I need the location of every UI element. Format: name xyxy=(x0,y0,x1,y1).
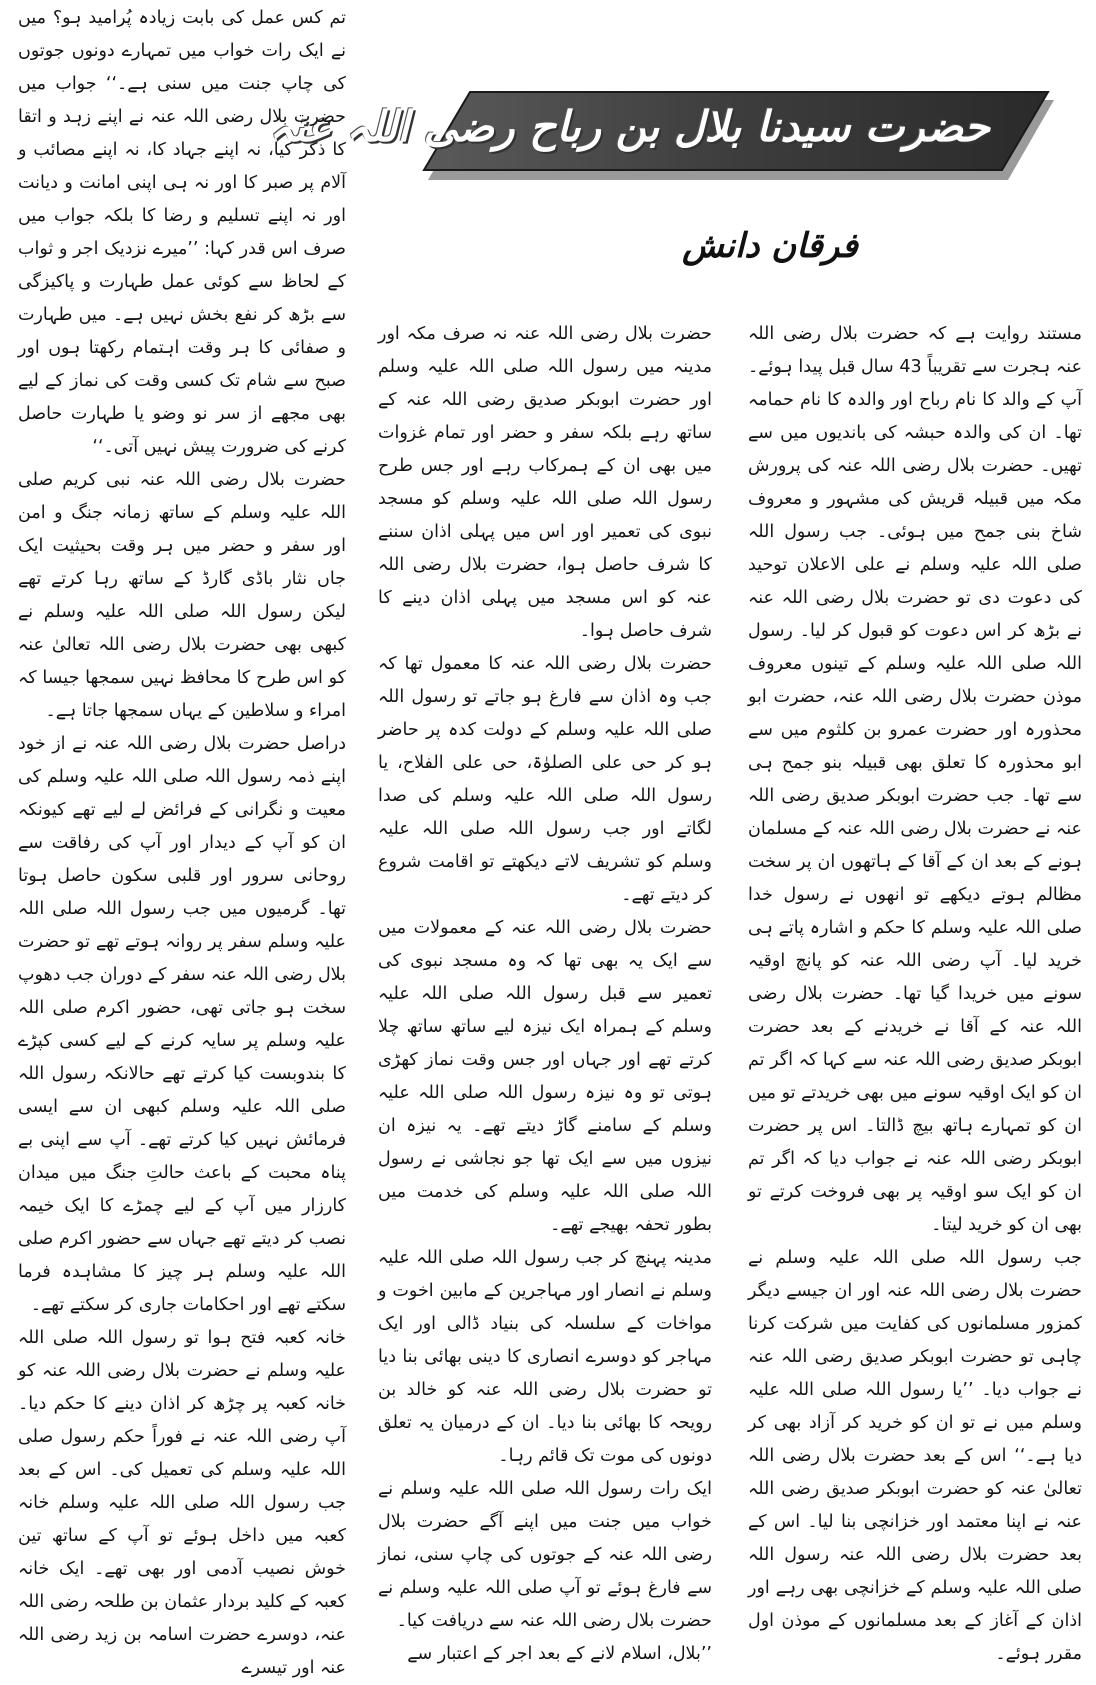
paragraph: حضرت بلال رضی اللہ عنہ نبی کریم صلی اللہ علیہ وسلم کے ساتھ زمانہ جنگ و امن اور سفر و حضر میں ہر وقت بحیثیت ایک جاں نثار باڈی گارڈ کے ساتھ رہا کرتے تھے لیکن رسول اللہ صلی اللہ علیہ وسلم نے کبھی بھی حضرت بلال رضی اللہ تعالیٰ عنہ کو اس طرح کا محافظ نہیں سمجھا جیسا کہ امراء و سلاطین کے یہاں سمجھا جاتا ہے۔ xyxy=(18,470,346,721)
paragraph: حضرت بلال رضی اللہ عنہ کا معمول تھا کہ جب وہ اذان سے فارغ ہو جاتے تو رسول اللہ صلی اللہ علیہ وسلم کے دولت کدہ پر حاضر ہو کر حی علی الصلوٰۃ، حی علی الفلاح، یا رسول اللہ صلی اللہ علیہ وسلم کی صدا لگاتے اور جب رسول اللہ صلی اللہ علیہ وسلم کو تشریف لاتے دیکھتے تو اقامت شروع کر دیتے تھے۔ xyxy=(378,654,712,905)
paragraph: خانہ کعبہ فتح ہوا تو رسول اللہ صلی اللہ علیہ وسلم نے حضرت بلال رضی اللہ عنہ کو خانہ کعبہ پر چڑھ کر اذان دینے کا حکم دیا۔ آپ رضی اللہ عنہ نے فوراً حکم رسول صلی اللہ علیہ وسلم کی تعمیل کی۔ اس کے بعد جب رسول اللہ صلی اللہ علیہ وسلم خانہ کعبہ میں داخل ہوئے تو آپ کے ساتھ تین خوش نصیب آدمی اور بھی تھے۔ ایک خانہ کعبہ کے کلید بردار عثمان بن طلحہ رضی اللہ عنہ، دوسرے حضرت اسامہ بن زید رضی اللہ عنہ اور تیسرے xyxy=(18,1328,346,1678)
paragraph: ایک رات رسول اللہ صلی اللہ علیہ وسلم نے خواب میں جنت میں اپنے آگے حضرت بلال رضی اللہ عنہ کے جوتوں کی چاپ سنی، نماز سے فارغ ہوئے تو آپ صلی اللہ علیہ وسلم نے حضرت بلال رضی اللہ عنہ سے دریافت کیا۔ xyxy=(378,1479,712,1631)
article-column-right xyxy=(748,318,1083,1664)
paragraph: ’’بلال، اسلام لانے کے بعد اجر کے اعتبار سے xyxy=(407,1644,712,1664)
paragraph: دراصل حضرت بلال رضی اللہ عنہ نے از خود اپنے ذمہ رسول اللہ صلی اللہ علیہ وسلم کی معیت و نگرانی کے فرائض لے لیے تھے کیونکہ ان کو آپ کے دیدار اور آپ کی رفاقت سے روحانی سرور اور قلبی سکون حاصل ہوتا تھا۔ گرمیوں میں جب رسول اللہ صلی اللہ علیہ وسلم سفر پر روانہ ہوتے تھے تو حضرت بلال رضی اللہ عنہ سفر کے دوران جب دھوپ سخت ہو جاتی تھی، حضور اکرم صلی اللہ علیہ وسلم پر سایہ کرنے کے لیے کسی کپڑے کا بندوبست کیا کرتے تھے حالانکہ رسول اللہ صلی اللہ علیہ وسلم کبھی ان سے ایسی فرمائش نہیں کیا کرتے تھے۔ آپ سے اپنی بے پناہ محبت کے باعث حالتِ جنگ میں میدان کارزار میں آپ کے لیے چمڑے کا ایک خیمہ نصب کر دیتے تھے جہاں سے حضور اکرم صلی اللہ علیہ وسلم ہر چیز کا مشاہدہ فرما سکتے تھے اور احکامات جاری کر سکتے تھے۔ xyxy=(18,734,346,1315)
paragraph: تم کس عمل کی بابت زیادہ پُرامید ہو؟ میں نے ایک رات خواب میں تمہارے دونوں جوتوں کی چاپ جنت میں سنی ہے۔‘‘ جواب میں حضرت بلال رضی اللہ عنہ نے اپنے زہد و اتقا کا ذکر کیا، نہ اپنے جہاد کا، نہ اپنے مصائب و آلام پر صبر کا اور نہ ہی اپنی امانت و دیانت اور نہ اپنے تسلیم و رضا کا بلکہ جواب میں صرف اس قدر کہا: ’’میرے نزدیک اجر و ثواب کے لحاظ سے کوئی عمل طہارت و پاکیزگی سے بڑھ کر نفع بخش نہیں ہے۔ میں طہارت و صفائی کا ہر وقت اہتمام رکھتا ہوں اور صبح سے شام تک کسی وقت کی نماز کے لیے بھی مجھے از سر نو وضو یا طہارت حاصل کرنے کی ضرورت پیش نہیں آتی۔‘‘ xyxy=(18,8,346,457)
paragraph: حضرت بلال رضی اللہ عنہ نہ صرف مکہ اور مدینہ میں رسول اللہ صلی اللہ علیہ وسلم اور حضرت ابوبکر صدیق رضی اللہ عنہ کے ساتھ رہے بلکہ سفر و حضر اور تمام غزوات میں بھی ان کے ہمرکاب رہے اور جس طرح رسول اللہ صلی اللہ علیہ وسلم کو مسجد نبوی کی تعمیر اور اس میں پہلی اذان سننے کا شرف حاصل ہوا، حضرت بلال رضی اللہ عنہ کو اس مسجد میں پہلی اذان دینے کا شرف حاصل ہوا۔ xyxy=(378,324,712,641)
paragraph: مستند روایت ہے کہ حضرت بلال رضی اللہ عنہ ہجرت سے تقریباً 43 سال قبل پیدا ہوئے۔ آپ کے والد کا نام رباح اور والدہ کا نام حمامہ تھا۔ ان کی والدہ حبشہ کی باندیوں میں سے تھیں۔ حضرت بلال رضی اللہ عنہ کی پرورش مکہ میں قبیلہ قریش کی مشہور و معروف شاخ بنی جمح میں ہوئی۔ جب رسول اللہ صلی اللہ علیہ وسلم نے علی الاعلان توحید کی دعوت دی تو حضرت بلال رضی اللہ عنہ نے بڑھ کر اس دعوت کو قبول کر لیا۔ رسول اللہ صلی اللہ علیہ وسلم کے تینوں معروف موذن حضرت بلال رضی اللہ عنہ، حضرت ابو محذورہ اور حضرت عمرو بن کلثوم میں سے ابو محذورہ کا تعلق بھی قبیلہ بنو جمح ہی سے تھا۔ جب حضرت ابوبکر صدیق رضی اللہ عنہ نے حضرت بلال رضی اللہ عنہ کے مسلمان ہونے کے بعد ان کے آقا کے ہاتھوں ان پر سخت مظالم ہوتے دیکھے تو انھوں نے رسول خدا صلی اللہ علیہ وسلم کا حکم و اشارہ پاتے ہی خرید لیا۔ آپ رضی اللہ عنہ کو پانچ اوقیہ سونے میں خریدا گیا تھا۔ حضرت بلال رضی اللہ عنہ کے آقا نے خریدنے کے بعد حضرت ابوبکر صدیق رضی اللہ عنہ سے کہا کہ اگر تم ان کو ایک اوقیہ سونے میں بھی خریدتے تو میں ان کو تمہارے ہاتھ بیچ ڈالتا۔ اس پر حضرت ابوبکر رضی اللہ عنہ نے جواب دیا کہ اگر تم ان کو ایک سو اوقیہ پر بھی فروخت کرتے تو بھی ان کو خرید لیتا۔ xyxy=(748,324,1083,1235)
article-column-middle xyxy=(378,318,712,1664)
paragraph: حضرت بلال رضی اللہ عنہ کے معمولات میں سے ایک یہ بھی تھا کہ وہ مسجد نبوی کی تعمیر سے قبل رسول اللہ صلی اللہ علیہ وسلم کے ہمراہ ایک نیزہ لیے ساتھ ساتھ چلا کرتے تھے اور جہاں اور جس وقت نماز کھڑی ہوتی تو وہ نیزہ رسول اللہ صلی اللہ علیہ وسلم کے سامنے گاڑ دیتے تھے۔ یہ نیزہ ان نیزوں میں سے ایک تھا جو نجاشی نے رسول اللہ صلی اللہ علیہ وسلم کی خدمت میں بطور تحفہ بھیجے تھے۔ xyxy=(378,918,712,1235)
paragraph: مدینہ پہنچ کر جب رسول اللہ صلی اللہ علیہ وسلم نے انصار اور مہاجرین کے مابین اخوت و مواخات کے سلسلہ کی بنیاد ڈالی اور ایک مہاجر کو دوسرے انصاری کا دینی بھائی بنا دیا تو حضرت بلال رضی اللہ عنہ کو خالد بن رویحہ کا بھائی بنا دیا۔ ان کے درمیان یہ تعلق دونوں کی موت تک قائم رہا۔ xyxy=(378,1248,712,1466)
author-byline: فرقان دانش xyxy=(682,226,858,266)
paragraph: جب رسول اللہ صلی اللہ علیہ وسلم نے حضرت بلال رضی اللہ عنہ اور ان جیسے دیگر کمزور مسلمانوں کی کفایت میں شرکت کرنا چاہی تو حضرت ابوبکر صدیق رضی اللہ عنہ نے جواب دیا۔ ’’یا رسول اللہ صلی اللہ علیہ وسلم میں نے تو ان کو خرید کر آزاد بھی کر دیا ہے۔‘‘ اس کے بعد حضرت بلال رضی اللہ تعالیٰ عنہ کو حضرت ابوبکر صدیق رضی اللہ عنہ نے اپنا معتمد اور خزانچی بنا لیا۔ اس کے بعد حضرت بلال رضی اللہ عنہ رسول اللہ صلی اللہ علیہ وسلم کے خزانچی بھی رہے اور اذان کے آغاز کے بعد مسلمانوں کے موذن اول مقرر ہوئے۔ xyxy=(748,1248,1082,1664)
article-title: حضرت سیدنا بلال بن رباح رضی اللہ عنہ xyxy=(269,102,990,151)
article-column-left xyxy=(18,2,346,1678)
